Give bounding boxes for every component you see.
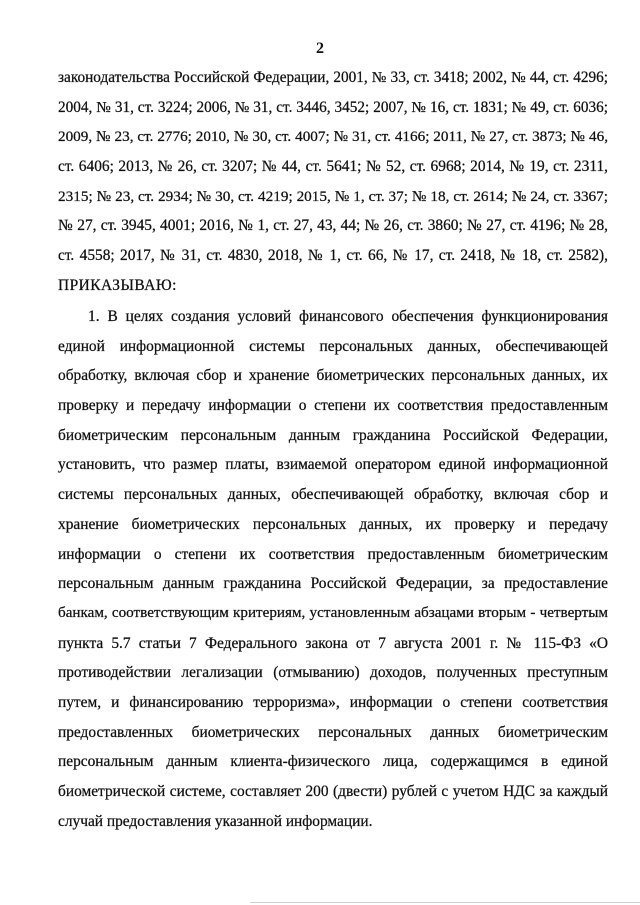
text-line: предоставленных биометрических персональных данных биометрическим [58,723,608,741]
text-line: обработку, включая сбор и хранение биометрических персональных данных, их [58,367,608,385]
text-line: противодействии легализации (отмыванию) доходов, полученных преступным [58,664,608,682]
scan-edge-divider [250,902,640,903]
text-line: банкам, соответствующим критериям, установленным абзацами вторым - четвертым [58,604,608,621]
paragraph-1 [58,302,608,836]
text-line: установить, что размер платы, взимаемой оператором единой информационной [58,456,608,474]
text-line: случай предоставления указанной информации. [58,812,373,830]
decree-heading: ПРИКАЗЫВАЮ: [58,276,177,294]
text-line: путем, и финансированию терроризма», информации о степени соответствия [58,693,608,711]
text-line: хранение биометрических персональных данных, их проверку и передачу [58,515,608,533]
text-line: ст. 6406; 2013, № 26, ст. 3207; № 44, ст. 5641; № 52, ст. 6968; 2014, № 19, ст. 2311, [58,158,608,176]
text-line: системы персональных данных, обеспечивающей обработку, включая сбор и [58,486,608,504]
text-line: 2009, № 23, ст. 2776; 2010, № 30, ст. 4007; № 31, ст. 4166; 2011, № 27, ст. 3873; № 46, [58,128,608,146]
text-line: информации о степени их соответствия предоставленным биометрическим [58,545,608,563]
text-line: ст. 4558; 2017, № 31, ст. 4830, 2018, № 1, ст. 66, № 17, ст. 2418, № 18, ст. 2582), [58,247,608,265]
text-line: 1. В целях создания условий финансового обеспечения функционирования [88,308,608,325]
text-line: персональным данным клиента-физического лица, содержащимся в единой [58,753,608,771]
text-line: 2004, № 31, ст. 3224; 2006, № 31, ст. 3446, 3452; 2007, № 16, ст. 1831; № 49, ст. 6036; [58,98,608,116]
text-line: персональным данным гражданина Российской Федерации, за предоставление [58,575,608,593]
text-line: биометрической системе, составляет 200 (двести) рублей с учетом НДС за каждый [58,783,608,800]
text-line: 2315; № 23, ст. 2934; № 30, ст. 4219; 2015, № 1, ст. 37; № 18, ст. 2614; № 24, ст. 3367; [58,187,608,205]
legislation-references [58,63,608,301]
text-line: № 27, ст. 3945, 4001; 2016, № 1, ст. 27, 43, 44; № 26, ст. 3860; № 27, ст. 4196; № 28, [58,217,608,235]
text-line: пункта 5.7 статьи 7 Федерального закона от 7 августа 2001 г. № 115-ФЗ «О [58,634,608,652]
text-line: единой информационной системы персональных данных, обеспечивающей [58,337,608,355]
text-line: проверку и передачу информации о степени их соответствия предоставленным [58,397,608,415]
page-number: 2 [316,40,324,57]
text-line: законодательства Российской Федерации, 2001, № 33, ст. 3418; 2002, № 44, ст. 4296; [58,69,608,86]
text-line: биометрическим персональным данным гражданина Российской Федерации, [58,426,608,444]
